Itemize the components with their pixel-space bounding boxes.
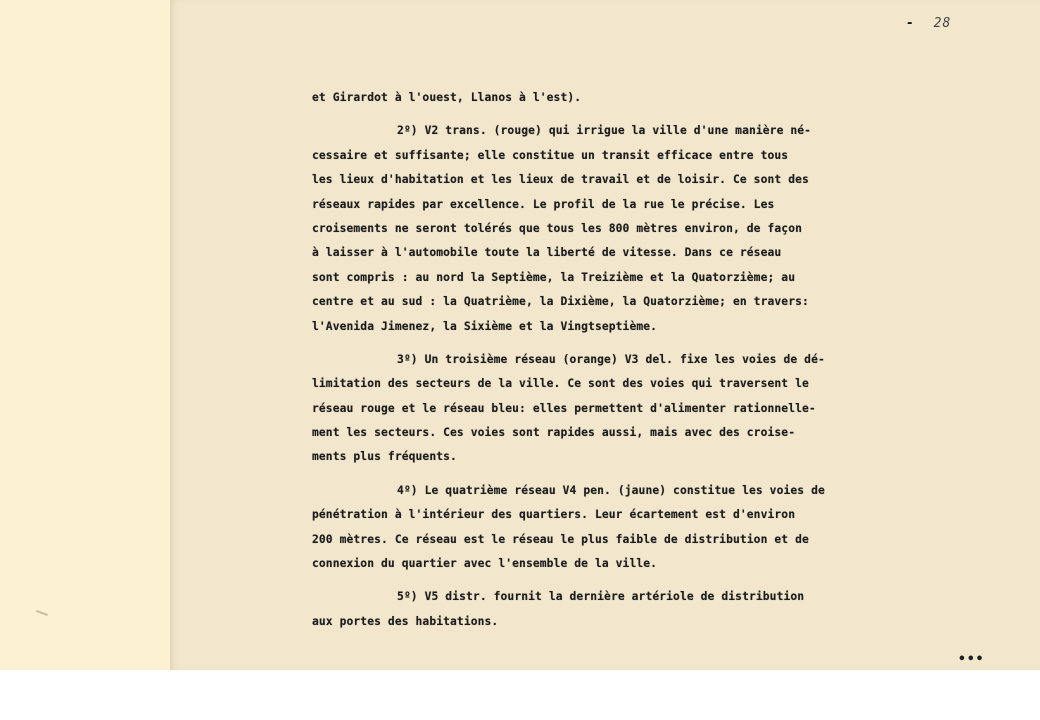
continuation-dots: ••• [958, 652, 985, 667]
text-line: 200 mètres. Ce réseau est le réseau le plus faible de distribution et de [312, 532, 809, 546]
text-line: 5º) V5 distr. fournit la dernière artériole de distribution [397, 590, 805, 604]
text-line: réseau rouge et le réseau bleu: elles permettent d'alimenter rationnelle- [312, 401, 816, 415]
text-line: connexion du quartier avec l'ensemble de la ville. [312, 557, 658, 571]
text-line: 2º) V2 trans. (rouge) qui irrigue la ville d'une manière né- [397, 124, 812, 138]
text-line: limitation des secteurs de la ville. Ce sont des voies qui traversent le [312, 377, 809, 391]
text-line: à laisser à l'automobile toute la liberté de vitesse. Dans ce réseau [312, 246, 782, 260]
text-line: réseaux rapides par excellence. Le profil de la rue le précise. Les [312, 197, 775, 211]
text-line: l'Avenida Jimenez, la Sixième et la Vingtseptième. [312, 319, 658, 333]
text-line: et Girardot à l'ouest, Llanos à l'est). [312, 91, 582, 104]
text-line: croisements ne seront tolérés que tous les 800 mètres environ, de façon [312, 221, 802, 235]
viewer-left-margin [0, 0, 170, 670]
text-line: centre et au sud : la Quatrième, la Dixième, la Quatorzième; en travers: [312, 295, 809, 309]
text-line: 4º) Le quatrième réseau V4 pen. (jaune) constitue les voies de [397, 483, 825, 497]
page-number-value: 28 [933, 16, 952, 31]
text-line: aux portes des habitations. [312, 614, 499, 628]
scanned-page [170, 0, 1040, 670]
text-line: 3º) Un troisième réseau (orange) V3 del. fixe les voies de dé- [397, 352, 825, 366]
text-line: ment les secteurs. Ces voies sont rapides aussi, mais avec des croise- [312, 426, 796, 440]
text-line: sont compris : au nord la Septième, la Treizième et la Quatorzième; au [312, 270, 796, 284]
page-number-dash: - [906, 16, 915, 31]
page-number [906, 16, 951, 31]
typed-text-body [312, 86, 922, 634]
text-line: cessaire et suffisante; elle constitue un transit efficace entre tous [312, 148, 789, 162]
text-line: pénétration à l'intérieur des quartiers. Leur écartement est d'environ [312, 508, 796, 522]
text-line: ments plus fréquents. [312, 450, 457, 464]
text-line: les lieux d'habitation et les lieux de travail et de loisir. Ce sont des [312, 173, 809, 187]
margin-smudge [36, 610, 48, 616]
